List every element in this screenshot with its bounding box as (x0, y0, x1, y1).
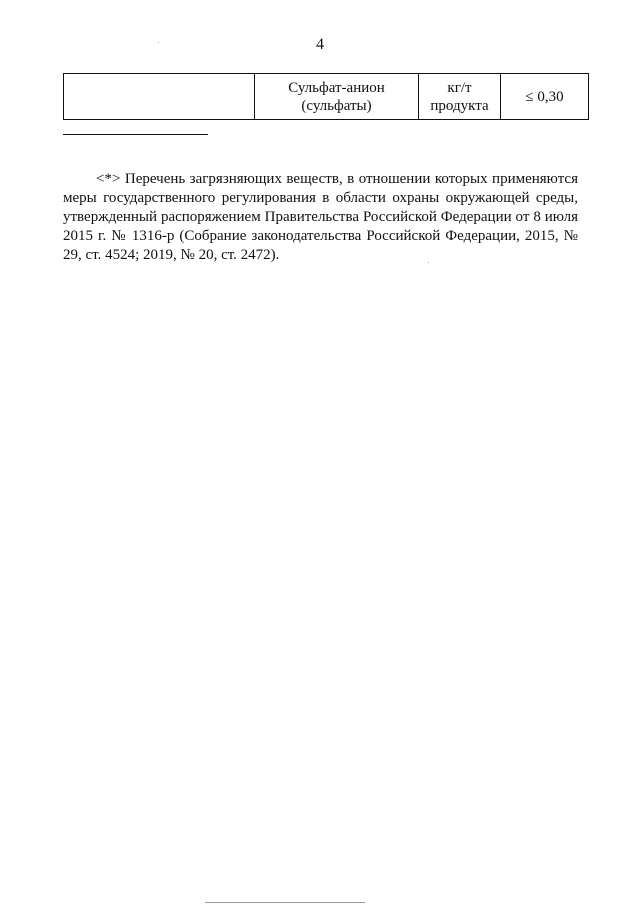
emission-table (63, 73, 589, 120)
scan-speck (158, 42, 159, 43)
substance-cell (255, 74, 419, 120)
unit-basis: продукта (430, 97, 489, 114)
scan-edge-mark (205, 902, 365, 903)
limit-value-cell: ≤ 0,30 (501, 74, 589, 120)
scan-speck (428, 262, 429, 263)
substance-alias: (сульфаты) (301, 97, 372, 114)
substance-name: Сульфат-анион (288, 79, 385, 96)
footnote-separator (63, 134, 208, 135)
footnote-text: <*> Перечень загрязняющих веществ, в отношении которых применяются меры государственного регулирования в области охраны окружающей среды, утвержденный распоряжением Правительства Российской Федерации от 8 июля 2015 г. № 1316-р (Собрание законодательства Российской Федерации, 2015, № 29, ст. 4524; 2019, № 20, ст. 2472). (63, 171, 578, 263)
table-row (64, 74, 589, 120)
unit-measure: кг/т (447, 79, 472, 96)
table-cell-empty (64, 74, 255, 120)
page-number: 4 (316, 36, 324, 53)
unit-cell (419, 74, 501, 120)
